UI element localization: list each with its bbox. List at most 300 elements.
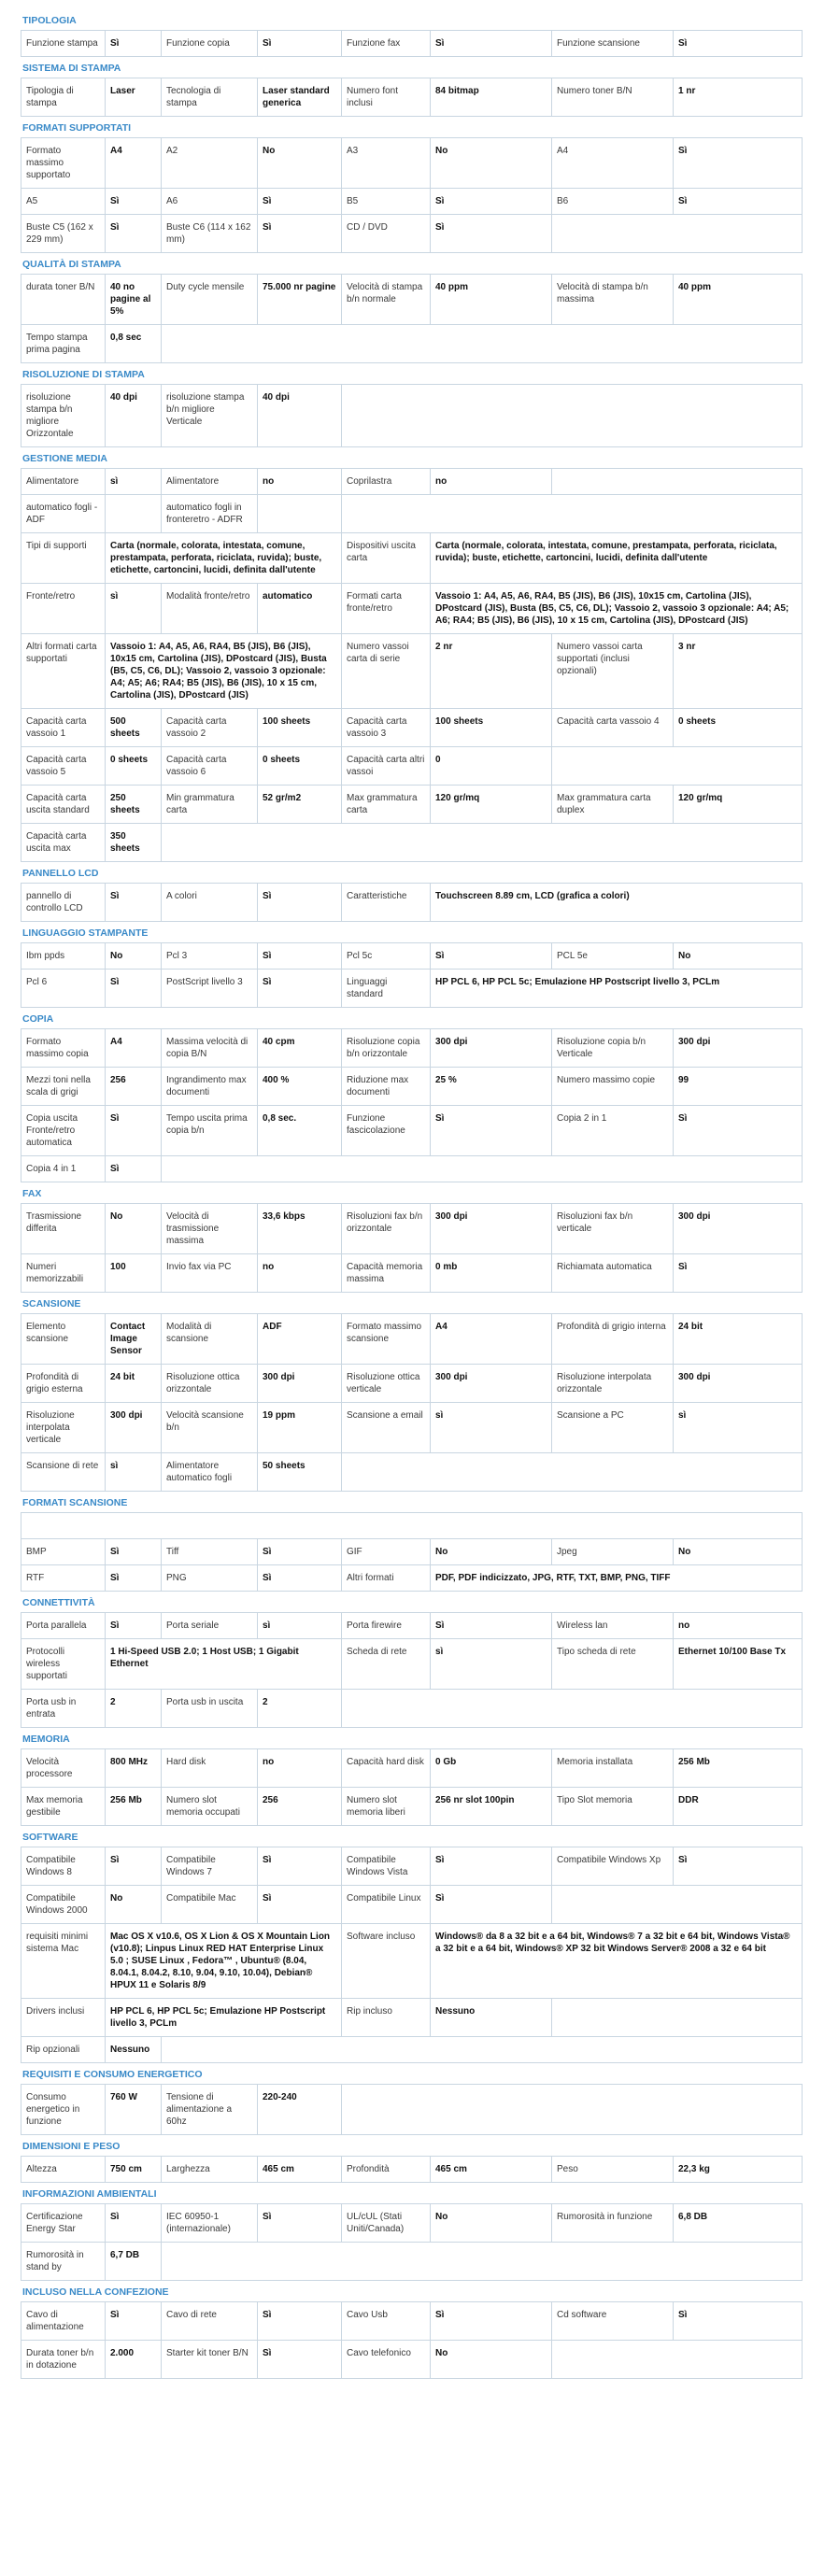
spec-section: [21, 363, 802, 447]
spec-table-body: [21, 2085, 803, 2135]
spec-label: Tecnologia di stampa: [162, 78, 258, 117]
spec-value: Sì: [258, 884, 342, 922]
spec-table-body: [21, 385, 803, 447]
spec-value: sì: [431, 1403, 552, 1453]
spec-section: [21, 862, 802, 922]
spec-row: [21, 1365, 803, 1403]
spec-value: Sì: [431, 215, 552, 253]
spec-label: Capacità carta vassoio 5: [21, 747, 106, 786]
spec-row: [21, 1639, 803, 1690]
spec-section: [21, 2281, 802, 2379]
empty-cell: [552, 469, 803, 495]
spec-value: 0 sheets: [106, 747, 162, 786]
spec-row: [21, 1613, 803, 1639]
spec-value: 300 dpi: [674, 1365, 803, 1403]
spec-value: no: [258, 1254, 342, 1293]
spec-label: Wireless lan: [552, 1613, 674, 1639]
spec-label: Copia 2 in 1: [552, 1106, 674, 1156]
spec-label: UL/cUL (Stati Uniti/Canada): [342, 2204, 431, 2243]
spec-value: 1 nr: [674, 78, 803, 117]
spec-row: [21, 786, 803, 824]
spec-row: [21, 189, 803, 215]
spec-table-body: [21, 1613, 803, 1728]
spec-value: 300 dpi: [431, 1204, 552, 1254]
spec-value: Sì: [674, 1254, 803, 1293]
spec-value: No: [106, 1886, 162, 1924]
spec-section: [21, 2063, 802, 2135]
empty-cell: [552, 1999, 803, 2037]
spec-value: 120 gr/mq: [674, 786, 803, 824]
spec-value: 6,7 DB: [106, 2243, 162, 2281]
spec-value: Vassoio 1: A4, A5, A6, RA4, B5 (JIS), B6 (JIS), 10x15 cm, Cartolina (JIS), DPostcard (JIS), Busta (B5, C5, C6, DL); Vassoio 2, vassoio 3 opzionale: A4; A5; A6; RA4; B5 (JIS), B6 (JIS), 10 x 15 cm, Cartolina (JIS), DPostcard (JIS): [106, 634, 342, 709]
spec-section: [21, 253, 802, 363]
spec-label: Tempo stampa prima pagina: [21, 325, 106, 363]
spec-value: 40 cpm: [258, 1029, 342, 1068]
spec-value: Sì: [431, 31, 552, 57]
spec-table-body: [21, 469, 803, 862]
spec-value: sì: [258, 1613, 342, 1639]
spec-label: automatico fogli - ADF: [21, 495, 106, 533]
spec-table: [21, 30, 803, 57]
spec-value: 99: [674, 1068, 803, 1106]
spec-row: [21, 1749, 803, 1788]
spec-table: [21, 1512, 803, 1592]
spec-value: Sì: [106, 2204, 162, 2243]
spec-row: [21, 1924, 803, 1999]
empty-cell: [342, 1690, 803, 1728]
spec-label: Capacità carta uscita max: [21, 824, 106, 862]
empty-cell: [342, 495, 803, 533]
spec-table: [21, 1612, 803, 1728]
spec-label: Numero massimo copie: [552, 1068, 674, 1106]
spec-label: Profondità: [342, 2157, 431, 2183]
spec-label: Caratteristiche: [342, 884, 431, 922]
spec-row: [21, 138, 803, 189]
spec-value: no: [258, 1749, 342, 1788]
spec-value: Sì: [106, 970, 162, 1008]
spec-label: Numero toner B/N: [552, 78, 674, 117]
spec-label: Compatibile Linux: [342, 1886, 431, 1924]
spec-label: Cavo telefonico: [342, 2341, 431, 2379]
spec-label: Scansione di rete: [21, 1453, 106, 1492]
spec-label: Cavo Usb: [342, 2302, 431, 2341]
spec-label: Risoluzioni fax b/n orizzontale: [342, 1204, 431, 1254]
spec-label: Capacità carta uscita standard: [21, 786, 106, 824]
spec-label: Copia uscita Fronte/retro automatica: [21, 1106, 106, 1156]
spec-value: Sì: [258, 189, 342, 215]
section-title: INFORMAZIONI AMBIENTALI: [22, 2188, 157, 2200]
spec-value: 256: [258, 1788, 342, 1826]
spec-value: Sì: [106, 1106, 162, 1156]
spec-label: Numero slot memoria liberi: [342, 1788, 431, 1826]
spec-label: Pcl 6: [21, 970, 106, 1008]
spec-row: [21, 2243, 803, 2281]
spec-value: Sì: [258, 943, 342, 970]
spec-value: Nessuno: [431, 1999, 552, 2037]
spec-section: [21, 117, 802, 253]
spec-value: Laser standard generica: [258, 78, 342, 117]
spec-value: Sì: [258, 1565, 342, 1592]
spec-table-body: [21, 138, 803, 253]
spec-label: Numero vassoi carta supportati (inclusi opzionali): [552, 634, 674, 709]
spec-value: 3 nr: [674, 634, 803, 709]
spec-value: Sì: [106, 884, 162, 922]
spec-label: Modalità di scansione: [162, 1314, 258, 1365]
spec-label: Buste C6 (114 x 162 mm): [162, 215, 258, 253]
spec-value: 300 dpi: [258, 1365, 342, 1403]
spec-label: IEC 60950-1 (internazionale): [162, 2204, 258, 2243]
spec-value: 256 Mb: [674, 1749, 803, 1788]
spec-value: 100 sheets: [431, 709, 552, 747]
spec-label: Velocità processore: [21, 1749, 106, 1788]
spec-value: No: [106, 943, 162, 970]
spec-label: Rip incluso: [342, 1999, 431, 2037]
spec-label: A3: [342, 138, 431, 189]
spec-table: [21, 2084, 803, 2135]
spec-label: Capacità carta vassoio 6: [162, 747, 258, 786]
spec-value: A4: [431, 1314, 552, 1365]
spec-label: Risoluzione copia b/n orizzontale: [342, 1029, 431, 1068]
spec-label: Formati carta fronte/retro: [342, 584, 431, 634]
spec-label: Velocità scansione b/n: [162, 1403, 258, 1453]
spec-value: No: [674, 1539, 803, 1565]
spec-table: [21, 1313, 803, 1492]
spec-label: GIF: [342, 1539, 431, 1565]
spec-label: Compatibile Windows Xp: [552, 1847, 674, 1886]
spec-value: 400 %: [258, 1068, 342, 1106]
spec-value: Sì: [258, 1847, 342, 1886]
spec-label: Numeri memorizzabili: [21, 1254, 106, 1293]
spec-value: Contact Image Sensor: [106, 1314, 162, 1365]
spec-value: 100 sheets: [258, 709, 342, 747]
spec-label: PCL 5e: [552, 943, 674, 970]
empty-cell: [162, 2243, 803, 2281]
spec-label: Tipo Slot memoria: [552, 1788, 674, 1826]
spec-label: risoluzione stampa b/n migliore Verticale: [162, 385, 258, 447]
spec-label: Pcl 3: [162, 943, 258, 970]
spec-value: Sì: [258, 2204, 342, 2243]
spec-value: 100: [106, 1254, 162, 1293]
spec-row: [21, 31, 803, 57]
spec-value: no: [431, 469, 552, 495]
spec-value: 40 ppm: [674, 275, 803, 325]
spec-value: 0,8 sec: [106, 325, 162, 363]
spec-table-body: [21, 1749, 803, 1826]
spec-table: [21, 1748, 803, 1826]
spec-value: 40 dpi: [106, 385, 162, 447]
spec-table: [21, 384, 803, 447]
empty-cell: [342, 2085, 803, 2135]
spec-table: [21, 2203, 803, 2281]
section-title: QUALITÀ DI STAMPA: [22, 259, 121, 270]
spec-value: Sì: [106, 1539, 162, 1565]
spec-value: No: [431, 2204, 552, 2243]
section-title: FORMATI SUPPORTATI: [22, 122, 132, 134]
empty-cell: [552, 1886, 803, 1924]
spec-label: Copia 4 in 1: [21, 1156, 106, 1182]
empty-cell: [552, 215, 803, 253]
spec-label: Peso: [552, 2157, 674, 2183]
spec-label: Compatibile Windows 7: [162, 1847, 258, 1886]
spec-label: Coprilastra: [342, 469, 431, 495]
spec-value: 465 cm: [258, 2157, 342, 2183]
spec-value: 760 W: [106, 2085, 162, 2135]
section-title: FORMATI SCANSIONE: [22, 1497, 128, 1508]
spec-value: 1 Hi-Speed USB 2.0; 1 Host USB; 1 Gigabit Ethernet: [106, 1639, 342, 1690]
spec-value: 84 bitmap: [431, 78, 552, 117]
spec-value: 250 sheets: [106, 786, 162, 824]
spec-label: Elemento scansione: [21, 1314, 106, 1365]
spec-label: Capacità carta altri vassoi: [342, 747, 431, 786]
spec-label: Protocolli wireless supportati: [21, 1639, 106, 1690]
spec-value: Sì: [431, 189, 552, 215]
spec-value: 33,6 kbps: [258, 1204, 342, 1254]
spec-label: Buste C5 (162 x 229 mm): [21, 215, 106, 253]
spec-row: [21, 2157, 803, 2183]
spec-value: 40 no pagine al 5%: [106, 275, 162, 325]
spec-value: 2: [258, 1690, 342, 1728]
spec-label: Funzione scansione: [552, 31, 674, 57]
spec-value: DDR: [674, 1788, 803, 1826]
spec-label: Funzione copia: [162, 31, 258, 57]
spec-value: Mac OS X v10.6, OS X Lion & OS X Mountain Lion (v10.8); Linpus Linux RED HAT Enterprise Linux 5.0 ; SUSE Linux , Fedora™ , Ubuntu® (8.04, 8.04.1, 8.04.2, 8.10, 9.04, 9.10, 10.04), Debian® HPUX 11 e Solaris 8/9: [106, 1924, 342, 1999]
spec-row: [21, 884, 803, 922]
spec-value: Carta (normale, colorata, intestata, comune, prestampata, perforata, riciclata, ruvida); buste, etichette, cartoncini, lucidi, definita dall'utente: [106, 533, 342, 584]
spec-table-body: [21, 2204, 803, 2281]
spec-section: [21, 1592, 802, 1728]
spec-table: [21, 137, 803, 253]
spec-table-body: [21, 943, 803, 1008]
spec-value: 300 dpi: [431, 1365, 552, 1403]
spec-label: Cavo di alimentazione: [21, 2302, 106, 2341]
spec-label: Tipo scheda di rete: [552, 1639, 674, 1690]
spec-label: Min grammatura carta: [162, 786, 258, 824]
spec-label: Risoluzione copia b/n Verticale: [552, 1029, 674, 1068]
spec-table: [21, 274, 803, 363]
spec-label: Consumo energetico in funzione: [21, 2085, 106, 2135]
spec-row: [21, 709, 803, 747]
section-title: REQUISITI E CONSUMO ENERGETICO: [22, 2069, 203, 2080]
spec-row: [21, 2085, 803, 2135]
spec-value: Sì: [431, 2302, 552, 2341]
spec-value: HP PCL 6, HP PCL 5c; Emulazione HP Postscript livello 3, PCLm: [106, 1999, 342, 2037]
spec-label: Risoluzioni fax b/n verticale: [552, 1204, 674, 1254]
spec-value: no: [674, 1613, 803, 1639]
spec-label: Altri formati: [342, 1565, 431, 1592]
spec-value: 40 ppm: [431, 275, 552, 325]
spec-label: Risoluzione ottica verticale: [342, 1365, 431, 1403]
spec-value: A4: [106, 138, 162, 189]
spec-label: Durata toner b/n in dotazione: [21, 2341, 106, 2379]
spec-value: Sì: [258, 1539, 342, 1565]
spec-value: 350 sheets: [106, 824, 162, 862]
spec-label: Porta usb in uscita: [162, 1690, 258, 1728]
section-title: GESTIONE MEDIA: [22, 453, 108, 464]
spec-value: Sì: [258, 31, 342, 57]
spec-row: [21, 943, 803, 970]
spec-value: Laser: [106, 78, 162, 117]
spec-label: Compatibile Windows 8: [21, 1847, 106, 1886]
spec-label: Funzione fax: [342, 31, 431, 57]
spec-value: 2 nr: [431, 634, 552, 709]
spec-section: [21, 2183, 802, 2281]
spec-value: Sì: [258, 2302, 342, 2341]
spec-row: [21, 1886, 803, 1924]
spec-value: PDF, PDF indicizzato, JPG, RTF, TXT, BMP, PNG, TIFF: [431, 1565, 803, 1592]
spec-section: [21, 9, 802, 57]
spec-table-body: [21, 275, 803, 363]
spec-value: 6,8 DB: [674, 2204, 803, 2243]
spec-label: A6: [162, 189, 258, 215]
empty-cell: [552, 2341, 803, 2379]
spec-row: [21, 1847, 803, 1886]
spec-value: Sì: [674, 2302, 803, 2341]
spec-label: Tempo uscita prima copia b/n: [162, 1106, 258, 1156]
spec-value: 0 sheets: [258, 747, 342, 786]
spec-row: [21, 1565, 803, 1592]
spec-value: Windows® da 8 a 32 bit e a 64 bit, Windows® 7 a 32 bit e 64 bit, Windows Vista® a 32 bit e a 64 bit, Windows® XP 32 bit Windows Server® 2008 a 32 e 64 bit: [431, 1924, 803, 1999]
spec-table-body: [21, 2302, 803, 2379]
spec-label: Risoluzione interpolata verticale: [21, 1403, 106, 1453]
spec-row: [21, 2341, 803, 2379]
spec-label: Mezzi toni nella scala di grigi: [21, 1068, 106, 1106]
spec-section: [21, 1293, 802, 1492]
spec-label: Porta usb in entrata: [21, 1690, 106, 1728]
spec-value: 0: [431, 747, 552, 786]
spec-row: [21, 747, 803, 786]
spec-label: Capacità carta vassoio 3: [342, 709, 431, 747]
spec-row: [21, 215, 803, 253]
spec-row: [21, 1068, 803, 1106]
spec-row: [21, 824, 803, 862]
spec-label: Max grammatura carta: [342, 786, 431, 824]
spec-row: [21, 2204, 803, 2243]
spec-value: 52 gr/m2: [258, 786, 342, 824]
spec-label: Funzione stampa: [21, 31, 106, 57]
spec-table: [21, 1203, 803, 1293]
spec-value: Sì: [106, 1565, 162, 1592]
spec-table-body: [21, 1314, 803, 1492]
spec-label: Massima velocità di copia B/N: [162, 1029, 258, 1068]
spec-label: Richiamata automatica: [552, 1254, 674, 1293]
spec-label: Rumorosità in funzione: [552, 2204, 674, 2243]
spec-label: Rip opzionali: [21, 2037, 106, 2063]
section-title: CONNETTIVITÀ: [22, 1597, 95, 1608]
spec-label: pannello di controllo LCD: [21, 884, 106, 922]
spec-row: [21, 1999, 803, 2037]
spec-row: [21, 495, 803, 533]
spec-label: B5: [342, 189, 431, 215]
spec-value: ADF: [258, 1314, 342, 1365]
spec-label: Alimentatore: [162, 469, 258, 495]
spec-label: Compatibile Mac: [162, 1886, 258, 1924]
spec-value: sì: [431, 1639, 552, 1690]
spec-row: [21, 2037, 803, 2063]
spec-label: Scheda di rete: [342, 1639, 431, 1690]
spec-value: Touchscreen 8.89 cm, LCD (grafica a colori): [431, 884, 803, 922]
spec-value: 0 mb: [431, 1254, 552, 1293]
spec-row: [21, 1539, 803, 1565]
spec-label: risoluzione stampa b/n migliore Orizzontale: [21, 385, 106, 447]
spec-row: [21, 469, 803, 495]
spec-value: [258, 495, 342, 533]
spec-value: Ethernet 10/100 Base Tx: [674, 1639, 803, 1690]
spec-label: PNG: [162, 1565, 258, 1592]
spec-value: 220-240: [258, 2085, 342, 2135]
spec-value: Sì: [431, 943, 552, 970]
spec-value: 300 dpi: [674, 1029, 803, 1068]
spec-value: 0,8 sec.: [258, 1106, 342, 1156]
spec-label: Tiff: [162, 1539, 258, 1565]
spec-label: Formato massimo supportato: [21, 138, 106, 189]
spec-row: [21, 970, 803, 1008]
spec-label: Certificazione Energy Star: [21, 2204, 106, 2243]
section-title: FAX: [22, 1188, 42, 1199]
spec-label: A5: [21, 189, 106, 215]
spec-label: Max grammatura carta duplex: [552, 786, 674, 824]
empty-cell: [162, 325, 803, 363]
spec-value: 465 cm: [431, 2157, 552, 2183]
spec-label: Ibm ppds: [21, 943, 106, 970]
spec-label: Formato massimo copia: [21, 1029, 106, 1068]
spec-table: [21, 78, 803, 117]
spec-table: [21, 883, 803, 922]
spec-label: requisiti minimi sistema Mac: [21, 1924, 106, 1999]
spec-value: automatico: [258, 584, 342, 634]
spec-table: [21, 942, 803, 1008]
spec-label: Rumorosità in stand by: [21, 2243, 106, 2281]
spec-table-body: [21, 1847, 803, 2063]
spec-label: Alimentatore: [21, 469, 106, 495]
spec-label: Formato massimo scansione: [342, 1314, 431, 1365]
spec-section: [21, 1182, 802, 1293]
spec-label: Drivers inclusi: [21, 1999, 106, 2037]
spec-value: 300 dpi: [106, 1403, 162, 1453]
spec-value: 19 ppm: [258, 1403, 342, 1453]
empty-cell: [21, 1513, 803, 1539]
spec-value: Carta (normale, colorata, intestata, comune, prestampata, perforata, riciclata, ruvida); buste, etichette, cartoncini, lucidi, definita dall'utente: [431, 533, 803, 584]
spec-label: A colori: [162, 884, 258, 922]
section-title: SOFTWARE: [22, 1832, 78, 1843]
spec-label: Numero font inclusi: [342, 78, 431, 117]
spec-value: sì: [674, 1403, 803, 1453]
spec-label: BMP: [21, 1539, 106, 1565]
spec-row: [21, 1314, 803, 1365]
spec-table: [21, 1847, 803, 2063]
spec-table-body: [21, 1029, 803, 1182]
spec-label: Riduzione max documenti: [342, 1068, 431, 1106]
spec-value: Sì: [674, 1847, 803, 1886]
spec-value: 0 sheets: [674, 709, 803, 747]
spec-value: No: [674, 943, 803, 970]
spec-table-body: [21, 78, 803, 117]
empty-cell: [162, 824, 803, 862]
spec-label: Numero vassoi carta di serie: [342, 634, 431, 709]
spec-value: 120 gr/mq: [431, 786, 552, 824]
spec-label: Porta parallela: [21, 1613, 106, 1639]
spec-label: Ingrandimento max documenti: [162, 1068, 258, 1106]
spec-row: [21, 634, 803, 709]
section-title: INCLUSO NELLA CONFEZIONE: [22, 2286, 169, 2298]
spec-section: [21, 2135, 802, 2183]
spec-label: automatico fogli in fronteretro - ADFR: [162, 495, 258, 533]
spec-label: CD / DVD: [342, 215, 431, 253]
spec-section: [21, 1008, 802, 1182]
spec-value: 256 Mb: [106, 1788, 162, 1826]
spec-value: No: [431, 1539, 552, 1565]
empty-cell: [342, 385, 803, 447]
spec-value: [106, 495, 162, 533]
